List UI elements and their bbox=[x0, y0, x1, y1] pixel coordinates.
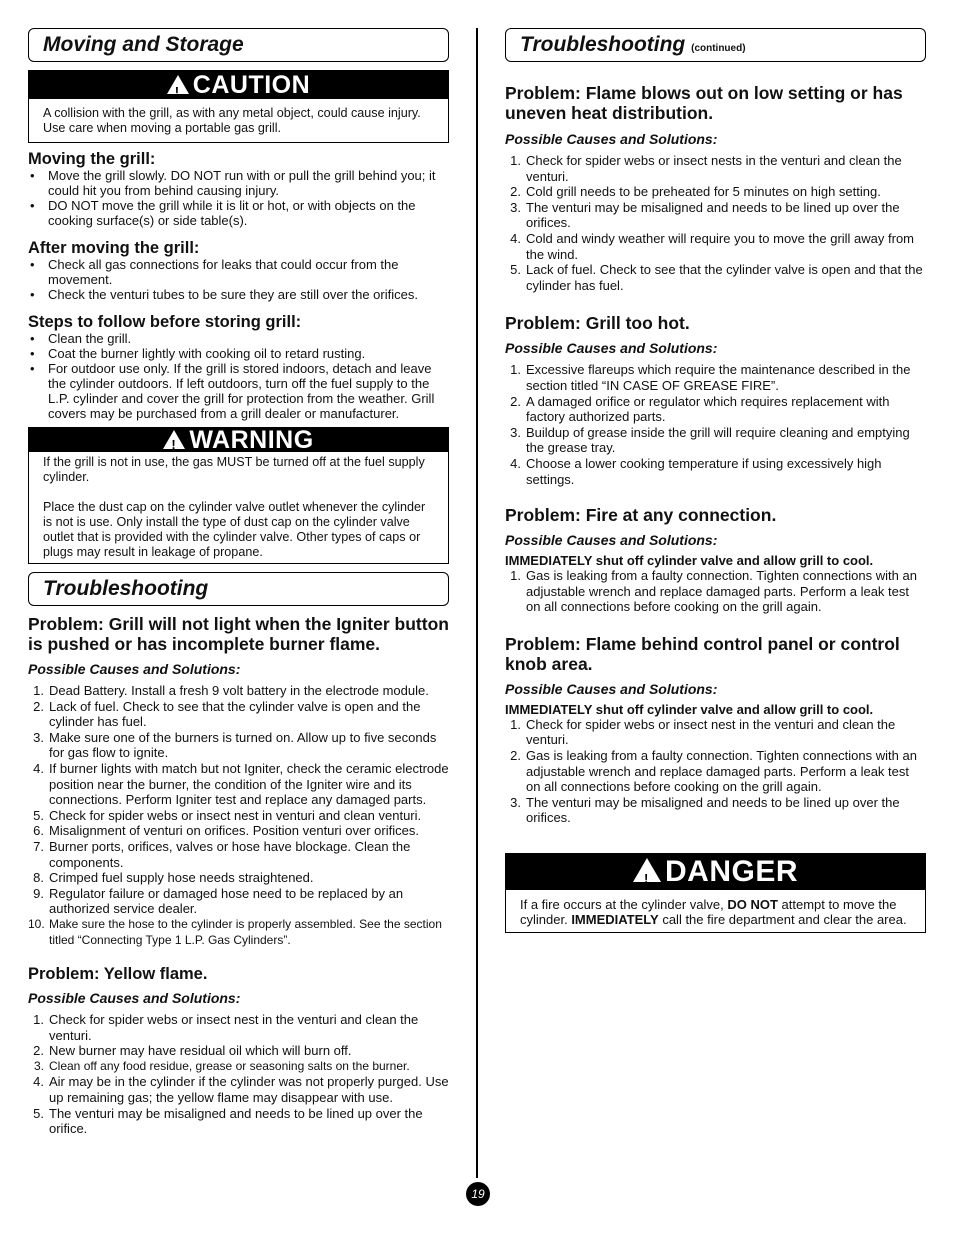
list-item: • Coat the burner lightly with cooking oil to retard rusting. bbox=[28, 346, 449, 361]
warning-label: WARNING bbox=[189, 426, 314, 454]
caution-box bbox=[28, 70, 449, 143]
list-number: 4. bbox=[510, 455, 521, 471]
caution-text: A collision with the grill, as with any metal object, could cause injury. Use care when moving a portable gas grill. bbox=[43, 106, 421, 135]
list-text: Check for spider webs or insect nest in the venturi and clean the venturi. bbox=[49, 1012, 419, 1043]
list-number: 1. bbox=[33, 1012, 44, 1028]
list-number: 2. bbox=[510, 184, 521, 200]
list-text: If burner lights with match but not Igniter, check the ceramic electrode position near the burner, the condition of the Igniter wire and its connections. Perform Igniter test and replace any damaged parts. bbox=[49, 760, 449, 808]
problem-flame-blows-out-list bbox=[505, 153, 926, 293]
list-text: The venturi may be misaligned and needs to be lined up over the orifice. bbox=[49, 1105, 423, 1137]
list-text: Check for spider webs or insect nest in venturi and clean venturi. bbox=[49, 807, 422, 823]
possible-causes-label: Possible Causes and Solutions: bbox=[28, 661, 241, 677]
list-text: Regulator failure or damaged hose need to be replaced by an authorized service dealer. bbox=[49, 885, 404, 917]
problem-heading-fire-connection: Problem: Fire at any connection. bbox=[505, 505, 777, 526]
list-text: Gas is leaking from a faulty connection. Tighten connections with an adjustable wrench and replace damaged parts. Perform a leak test on all connections before cooking on the grill again. bbox=[526, 568, 917, 615]
list-number: 1. bbox=[510, 716, 521, 732]
list-number: 3. bbox=[33, 1058, 44, 1073]
list-number: 2. bbox=[510, 748, 521, 764]
warning-text-2: Place the dust cap on the cylinder valve outlet whenever the cylinder is not is use. Only install the type of dust cap on the cylinder valve outlet that is provided with the cylinder valve. Other types of caps or plugs may result in leakage of propane. bbox=[43, 500, 426, 559]
danger-label: DANGER bbox=[664, 855, 798, 889]
problem-fire-connection-list bbox=[505, 568, 926, 615]
list-item bbox=[28, 699, 449, 730]
danger-text-part: call the fire department and clear the area. bbox=[658, 912, 907, 928]
list-number: 2. bbox=[510, 393, 521, 409]
list-text: Buildup of grease inside the grill will require cleaning and emptying the grease tray. bbox=[526, 424, 910, 456]
list-number: 9. bbox=[33, 885, 44, 901]
list-text: A damaged orifice or regulator which requires replacement with factory authorized parts. bbox=[526, 393, 890, 425]
list-text: Cold grill needs to be preheated for 5 minutes on high setting. bbox=[526, 184, 881, 200]
problem-too-hot-list bbox=[505, 362, 926, 487]
problem-heading-yellow-flame: Problem: Yellow flame. bbox=[28, 965, 208, 984]
list-item bbox=[28, 761, 449, 808]
list-item bbox=[28, 839, 449, 870]
list-text: Lack of fuel. Check to see that the cylinder valve is open and that the cylinder has fuel. bbox=[526, 262, 923, 293]
storing-heading: Steps to follow before storing grill: bbox=[28, 313, 302, 331]
section-title-troubleshooting: Troubleshooting bbox=[28, 572, 449, 606]
list-text: Burner ports, orifices, valves or hose have blockage. Clean the components. bbox=[49, 838, 411, 870]
list-number: 5. bbox=[33, 807, 44, 823]
warning-box bbox=[28, 427, 449, 564]
section-title-moving-storage: Moving and Storage bbox=[28, 28, 449, 62]
danger-text-bold: IMMEDIATELY bbox=[571, 912, 659, 928]
list-item bbox=[505, 456, 926, 487]
danger-box bbox=[505, 853, 926, 933]
warning-triangle-icon bbox=[167, 75, 189, 94]
list-item: • Clean the grill. bbox=[28, 331, 449, 346]
continued-label: (continued) bbox=[691, 43, 746, 54]
list-text: Excessive flareups which require the maintenance described in the section titled “IN CASE OF GREASE FIRE”. bbox=[526, 362, 911, 393]
list-item bbox=[505, 717, 926, 748]
list-item bbox=[28, 1059, 449, 1075]
warning-text-1: If the grill is not in use, the gas MUST be turned off at the fuel supply cylinder. bbox=[43, 455, 425, 484]
list-item: • Move the grill slowly. DO NOT run with or pull the grill behind you; it could hit you from behind causing injury. bbox=[28, 168, 449, 198]
list-text: Gas is leaking from a faulty connection. Tighten connections with an adjustable wrench and replace damaged parts. Perform a leak test on all connections before cooking on the grill again. bbox=[526, 748, 917, 795]
list-text: The venturi may be misaligned and needs to be lined up over the orifices. bbox=[526, 794, 900, 826]
danger-text-part: attempt to move the cylinder. bbox=[520, 897, 897, 928]
list-item bbox=[505, 153, 926, 184]
list-item bbox=[28, 1106, 449, 1137]
list-item bbox=[28, 1074, 449, 1105]
list-number: 5. bbox=[33, 1105, 44, 1121]
list-item: • DO NOT move the grill while it is lit or hot, or with objects on the cooking surface(s) or side table(s). bbox=[28, 198, 449, 228]
after-moving-list bbox=[28, 257, 449, 302]
list-number: 6. bbox=[33, 823, 44, 839]
immediately-note: IMMEDIATELY shut off cylinder valve and allow grill to cool. bbox=[505, 553, 874, 569]
problem-heading-control-panel: Problem: Flame behind control panel or control knob area. bbox=[505, 633, 900, 674]
list-number: 10. bbox=[28, 916, 45, 931]
list-number: 7. bbox=[33, 838, 44, 854]
list-number: 4. bbox=[510, 230, 521, 246]
section-title-troubleshooting-continued bbox=[505, 28, 926, 62]
danger-text-bold: DO NOT bbox=[727, 897, 778, 913]
list-item bbox=[28, 730, 449, 761]
danger-text-part: If a fire occurs at the cylinder valve, bbox=[520, 897, 728, 913]
list-item bbox=[28, 1012, 449, 1043]
list-number: 1. bbox=[510, 153, 521, 168]
list-text: Make sure the hose to the cylinder is properly assembled. See the section titled “Connecting Type 1 L.P. Gas Cylinders”. bbox=[49, 916, 442, 947]
list-item: • For outdoor use only. If the grill is stored indoors, detach and leave the cylinder outdoors. If left outdoors, turn off the fuel supply to the L.P. cylinder and cover the grill for protection from the weather. Grill covers may be purchased from a grill dealer or manufacturer. bbox=[28, 361, 449, 421]
right-column bbox=[505, 28, 926, 933]
problem-heading-igniter: Problem: Grill will not light when the Igniter button is pushed or has incomplete burner flame. bbox=[28, 614, 449, 654]
page-number: 19 bbox=[466, 1182, 490, 1206]
immediately-note: IMMEDIATELY shut off cylinder valve and allow grill to cool. bbox=[505, 701, 874, 717]
list-item bbox=[28, 917, 449, 948]
possible-causes-label: Possible Causes and Solutions: bbox=[505, 680, 718, 697]
problem-yellow-flame-list bbox=[28, 1012, 449, 1137]
problem-igniter-list bbox=[28, 683, 449, 948]
list-item bbox=[505, 795, 926, 826]
list-item bbox=[505, 394, 926, 425]
moving-grill-heading: Moving the grill: bbox=[28, 150, 156, 168]
list-number: 1. bbox=[33, 683, 44, 698]
list-number: 5. bbox=[510, 262, 521, 278]
possible-causes-label: Possible Causes and Solutions: bbox=[505, 131, 718, 147]
list-number: 2. bbox=[33, 1043, 44, 1059]
list-item: • Check all gas connections for leaks that could occur from the movement. bbox=[28, 257, 449, 287]
possible-causes-label: Possible Causes and Solutions: bbox=[505, 340, 718, 357]
list-item bbox=[28, 870, 449, 886]
list-item bbox=[505, 184, 926, 200]
list-text: Dead Battery. Install a fresh 9 volt battery in the electrode module. bbox=[49, 683, 429, 698]
storing-list bbox=[28, 331, 449, 421]
list-text: Misalignment of venturi on orifices. Position venturi over orifices. bbox=[49, 823, 419, 839]
warning-triangle-icon bbox=[633, 858, 661, 882]
list-number: 3. bbox=[510, 794, 521, 810]
problem-heading-flame-blows-out: Problem: Flame blows out on low setting or has uneven heat distribution. bbox=[505, 83, 903, 123]
list-item bbox=[28, 1043, 449, 1059]
list-item bbox=[505, 231, 926, 262]
warning-triangle-icon bbox=[163, 430, 185, 449]
list-item bbox=[28, 823, 449, 839]
list-number: 4. bbox=[33, 1074, 44, 1090]
problem-control-panel-list bbox=[505, 717, 926, 826]
possible-causes-label: Possible Causes and Solutions: bbox=[505, 532, 718, 549]
left-column bbox=[28, 28, 449, 1137]
list-number: 1. bbox=[510, 568, 521, 584]
danger-text bbox=[520, 897, 911, 927]
list-text: Check for spider webs or insect nest in the venturi and clean the venturi. bbox=[526, 716, 896, 748]
list-item bbox=[28, 808, 449, 824]
list-item bbox=[28, 886, 449, 917]
list-number: 2. bbox=[33, 698, 44, 714]
list-number: 8. bbox=[33, 870, 44, 886]
list-number: 3. bbox=[33, 729, 44, 745]
list-text: Crimped fuel supply hose needs straightened. bbox=[49, 870, 314, 886]
list-item bbox=[505, 425, 926, 456]
list-text: Lack of fuel. Check to see that the cylinder valve is open and the cylinder has fuel. bbox=[49, 698, 421, 730]
list-number: 3. bbox=[510, 424, 521, 440]
list-number: 3. bbox=[510, 199, 521, 215]
list-text: Make sure one of the burners is turned on. Allow up to five seconds for gas flow to ignite. bbox=[49, 729, 437, 761]
list-text: Choose a lower cooking temperature if using excessively high settings. bbox=[526, 455, 882, 487]
after-moving-heading: After moving the grill: bbox=[28, 239, 200, 257]
moving-grill-list bbox=[28, 168, 449, 228]
list-text: Clean off any food residue, grease or seasoning salts on the burner. bbox=[49, 1058, 410, 1073]
list-item bbox=[505, 362, 926, 393]
list-item bbox=[505, 262, 926, 293]
list-item bbox=[28, 683, 449, 699]
list-item: • Check the venturi tubes to be sure they are still over the orifices. bbox=[28, 287, 449, 302]
list-text: The venturi may be misaligned and needs to be lined up over the orifices. bbox=[526, 199, 900, 231]
list-number: 4. bbox=[33, 760, 44, 776]
list-text: Check for spider webs or insect nests in the venturi and clean the venturi. bbox=[526, 153, 902, 184]
possible-causes-label: Possible Causes and Solutions: bbox=[28, 990, 241, 1007]
list-text: Air may be in the cylinder if the cylinder was not properly purged. Use up remaining gas; the yellow flame may disappear with use. bbox=[49, 1074, 449, 1106]
caution-label: CAUTION bbox=[192, 71, 311, 99]
list-item bbox=[505, 200, 926, 231]
list-text: New burner may have residual oil which will burn off. bbox=[49, 1043, 352, 1059]
list-text: Cold and windy weather will require you to move the grill away from the wind. bbox=[526, 230, 915, 262]
list-item bbox=[505, 568, 926, 615]
column-divider bbox=[476, 28, 478, 1178]
list-number: 1. bbox=[510, 362, 521, 378]
section-title-text: Troubleshooting bbox=[520, 33, 686, 56]
list-item bbox=[505, 748, 926, 795]
problem-heading-too-hot: Problem: Grill too hot. bbox=[505, 313, 690, 334]
